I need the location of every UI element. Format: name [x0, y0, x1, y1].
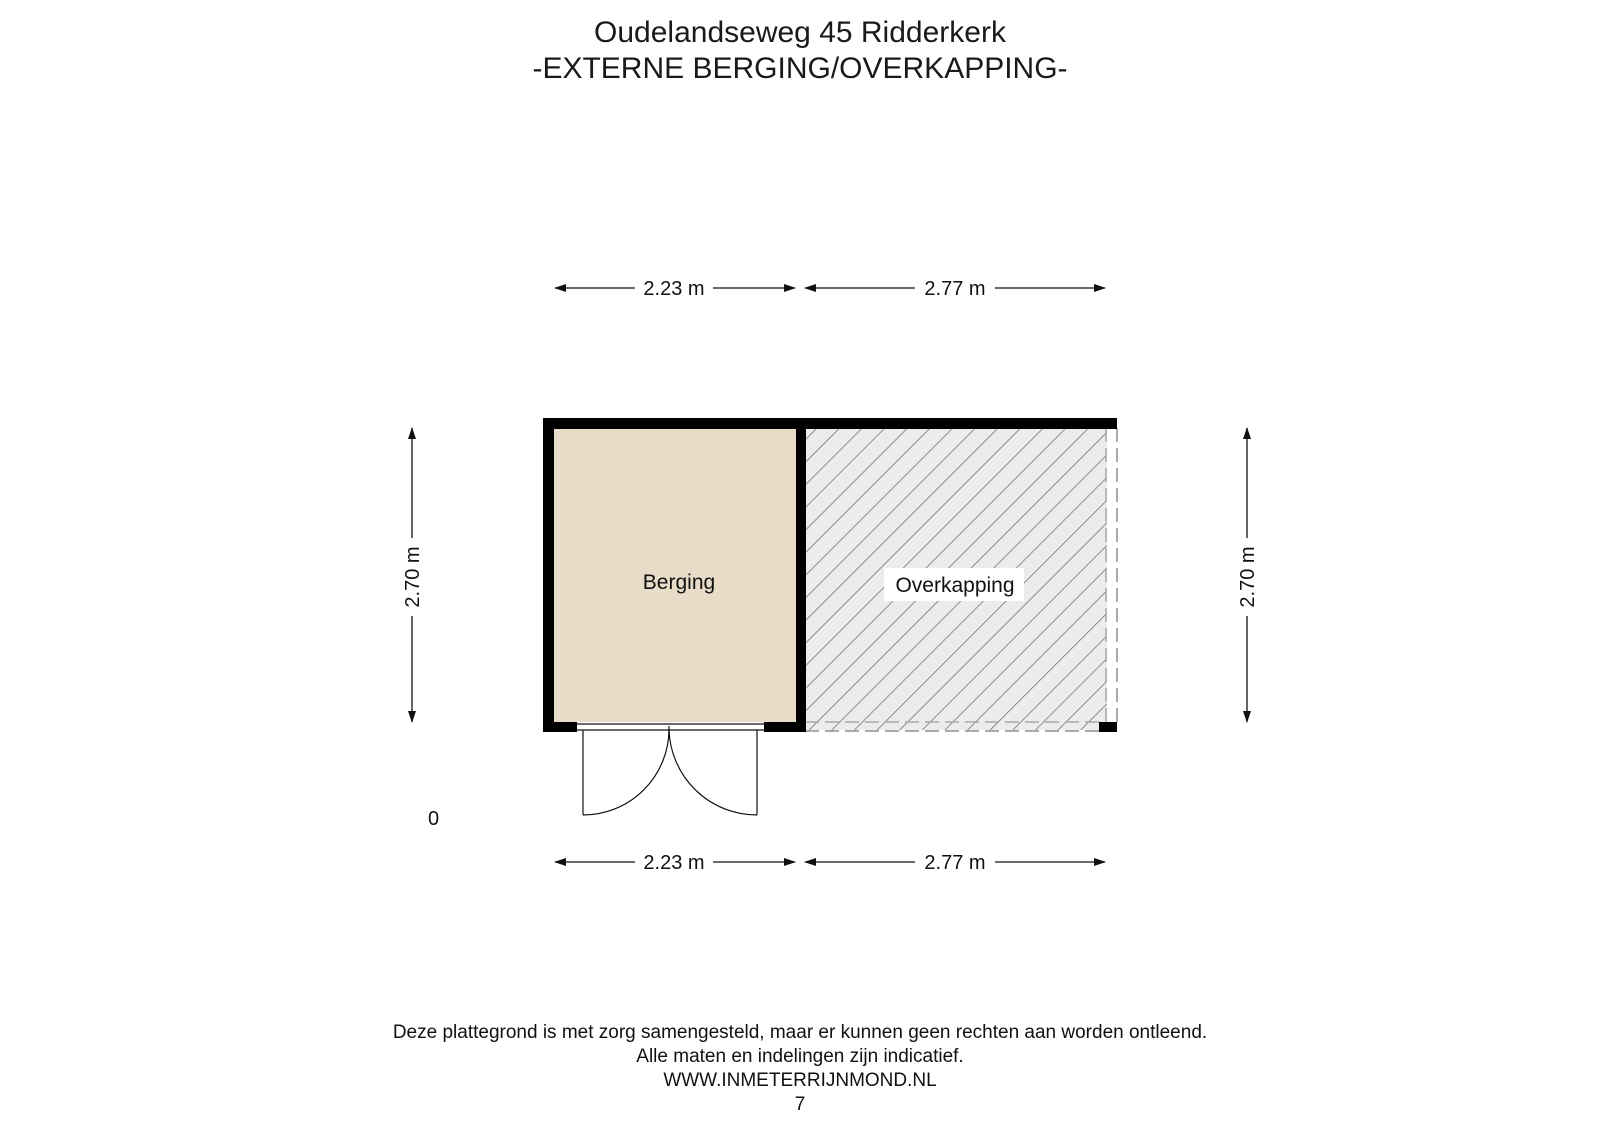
bottom-dimension-left	[555, 852, 795, 874]
plan-address-title: Oudelandseweg 45 Ridderkerk	[594, 16, 1006, 49]
left-dimension	[402, 428, 424, 722]
berging-label: Berging	[642, 571, 716, 594]
top-dimension-right	[805, 278, 1105, 300]
double-door	[577, 724, 764, 815]
footer-disclaimer: Deze plattegrond is met zorg samengesteld, maar er kunnen geen rechten aan worden ontleend.	[392, 1022, 1208, 1043]
bottom-dimension-left-label: 2.23 m	[643, 852, 705, 874]
wall-left	[543, 418, 554, 732]
overkapping-label: Overkapping	[895, 574, 1015, 597]
footer-website: WWW.INMETERRIJNMOND.NL	[663, 1070, 937, 1091]
footer-note: Alle maten en indelingen zijn indicatief.	[636, 1046, 964, 1067]
top-dimension-left	[555, 278, 795, 300]
footer-page-number: 7	[794, 1094, 806, 1115]
bottom-dimension-right-label: 2.77 m	[924, 852, 986, 874]
wall-top	[543, 418, 1117, 429]
wall-middle	[796, 418, 806, 732]
left-dimension-label: 2.70 m	[402, 546, 424, 608]
plan-subtitle: -EXTERNE BERGING/OVERKAPPING-	[532, 52, 1068, 85]
corner-post	[1099, 722, 1117, 732]
right-dimension-label: 2.70 m	[1237, 546, 1259, 608]
top-dimension-left-label: 2.23 m	[643, 278, 705, 300]
right-dimension	[1237, 428, 1259, 722]
bottom-dimension-right	[805, 852, 1105, 874]
wall-bottom-right	[764, 722, 806, 732]
origin-marker: 0	[428, 808, 440, 830]
top-dimension-right-label: 2.77 m	[924, 278, 986, 300]
wall-bottom-left	[543, 722, 577, 732]
